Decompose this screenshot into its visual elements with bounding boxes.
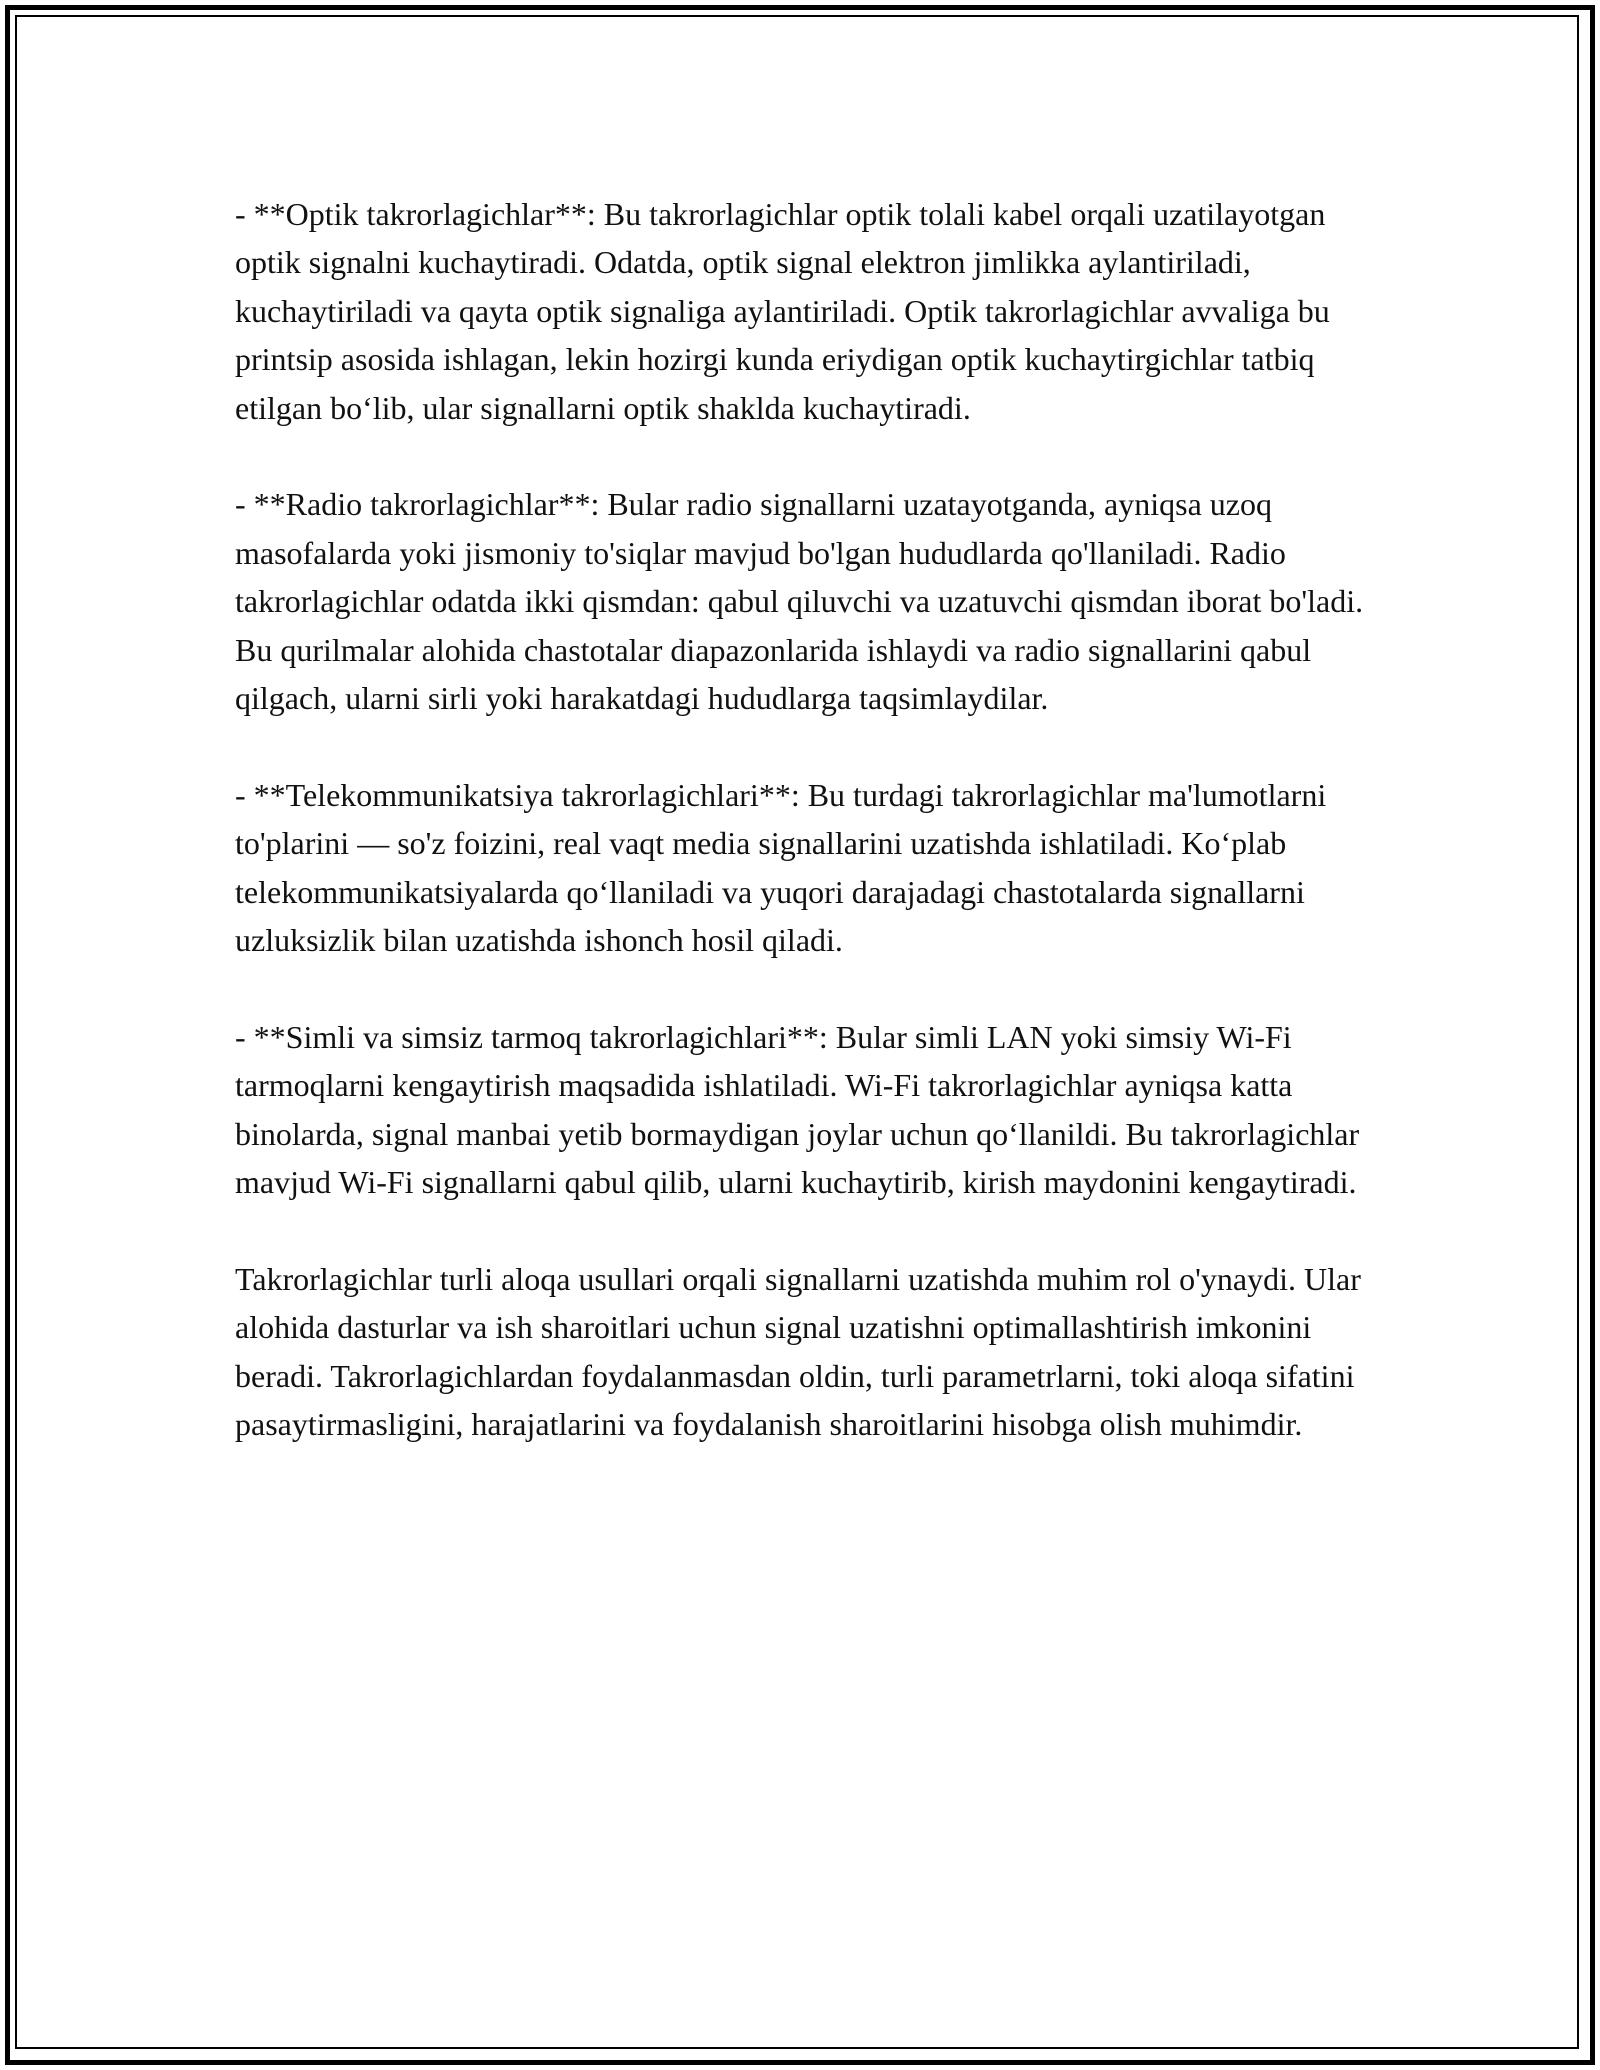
paragraph-radio-repeaters: - **Radio takrorlagichlar**: Bular radio signallarni uzatayotganda, ayniqsa uzoq masofalarda yoki jismoniy to'siqlar mavjud bo'lgan hududlarda qo'llaniladi. Radio takrorlagichlar odatda ikki qismdan: qabul qiluvchi va uzatuvchi qismdan iborat bo'ladi. Bu qurilmalar alohida chastotalar diapazonlarida ishlaydi va radio signallarini qabul qilgach, ularni sirli yoki harakatdagi hududlarga taqsimlaydilar. <box>235 486 1364 717</box>
document-body <box>235 190 1365 1497</box>
paragraph-telecom-repeaters: - **Telekommunikatsiya takrorlagichlari**: Bu turdagi takrorlagichlar ma'lumotlarni to'plarini — so'z foizini, real vaqt media signallarini uzatishda ishlatiladi. Ko‘plab telekommunikatsiyalarda qo‘llaniladi va yuqori darajadagi chastotalarda signallarni uzluksizlik bilan uzatishda ishonch hosil qiladi. <box>235 776 1327 959</box>
paragraph-network-repeaters: - **Simli va simsiz tarmoq takrorlagichlari**: Bular simli LAN yoki simsiy Wi-Fi tarmoqlarni kengaytirish maqsadida ishlatiladi. Wi-Fi takrorlagichlar ayniqsa katta binolarda, signal manbai yetib bormaydigan joylar uchun qo‘llanildi. Bu takrorlagichlar mavjud Wi-Fi signallarni qabul qilib, ularni kuchaytirib, kirish maydonini kengaytiradi. <box>235 1018 1360 1201</box>
paragraph-conclusion: Takrorlagichlar turli aloqa usullari orqali signallarni uzatishda muhim rol o'ynaydi. Ular alohida dasturlar va ish sharoitlari uchun signal uzatishni optimallashtirish imkonini beradi. Takrorlagichlardan foydalanmasdan oldin, turli parametrlarni, toki aloqa sifatini pasaytirmasligini, harajatlarini va foydalanish sharoitlarini hisobga olish muhimdir. <box>235 1260 1361 1443</box>
paragraph-optical-repeaters: - **Optik takrorlagichlar**: Bu takrorlagichlar optik tolali kabel orqali uzatilayotgan optik signalni kuchaytiradi. Odatda, optik signal elektron jimlikka aylantiriladi, kuchaytiriladi va qayta optik signaliga aylantiriladi. Optik takrorlagichlar avvaliga bu printsip asosida ishlagan, lekin hozirgi kunda eriydigan optik kuchaytirgichlar tatbiq etilgan bo‘lib, ular signallarni optik shaklda kuchaytiradi. <box>235 196 1330 426</box>
